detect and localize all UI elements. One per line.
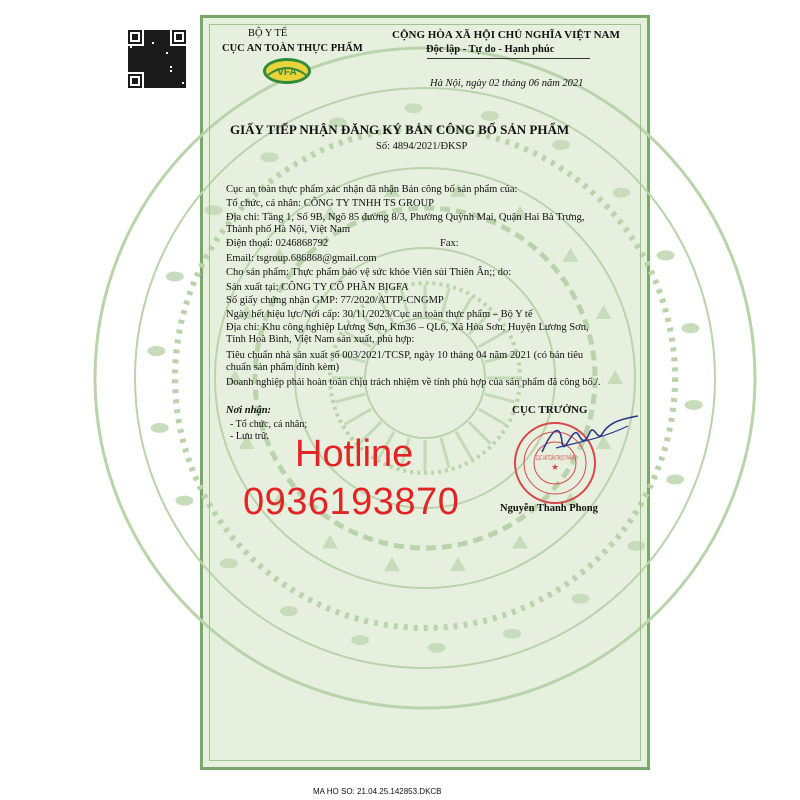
fax-label: Fax: — [440, 238, 459, 249]
department-name: CỤC AN TOÀN THỰC PHẨM — [222, 43, 363, 54]
body-line: Địa chỉ: Tầng 1, Số 9B, Ngõ 85 đường 8/3, Phường Quỳnh Mai, Quận Hai Bà Trưng, — [226, 212, 585, 223]
body-line: Địa chỉ: Khu công nghiệp Lương Sơn, Km36 – QL6, Xã Hòa Sơn, Huyện Lương Sơn, — [226, 322, 589, 333]
motto-underline — [427, 58, 590, 59]
record-code: MA HO SO: 21.04.25.142853.DKCB — [313, 787, 442, 796]
body-line: Doanh nghiệp phải hoàn toàn chịu trách nhiệm về tính phù hợp của sản phẩm đã công bố./. — [226, 377, 601, 388]
body-line: Điện thoại: 0246868792 — [226, 238, 329, 249]
national-motto: Độc lập - Tự do - Hạnh phúc — [426, 44, 555, 55]
recipients-heading: Nơi nhận: — [226, 405, 272, 416]
qr-code — [128, 30, 186, 88]
body-line: Email: tsgroup.686868@gmail.com — [226, 253, 377, 264]
vfa-logo-text: VFA — [277, 67, 297, 78]
body-line: chuẩn sản phẩm đính kèm) — [226, 362, 340, 373]
document-number: Số: 4894/2021/ĐKSP — [376, 141, 468, 152]
issue-date: Hà Nội, ngày 02 tháng 06 năm 2021 — [430, 78, 584, 89]
document-title: GIẤY TIẾP NHẬN ĐĂNG KÝ BẢN CÔNG BỐ SẢN PHẨM — [230, 122, 570, 137]
recipient-item: - Tổ chức, cá nhân; — [230, 419, 308, 430]
svg-text:★: ★ — [550, 462, 560, 472]
body-line: Tổ chức, cá nhân: CÔNG TY TNHH TS GROUP — [226, 198, 434, 209]
body-line: Số giấy chứng nhận GMP: 77/2020/ATTP-CNGMP — [226, 295, 444, 306]
vfa-logo — [262, 57, 312, 85]
signer-name: Nguyễn Thanh Phong — [500, 503, 598, 514]
body-line: Ngày hết hiệu lực/Nơi cấp: 30/11/2023/Cục an toàn thực phẩm – Bộ Y tế — [226, 309, 533, 320]
body-line: Tỉnh Hoà Bình, Việt Nam sản xuất, phù hợp: — [226, 334, 415, 345]
hotline-number: 0936193870 — [243, 481, 460, 523]
body-line: Cục an toàn thực phẩm xác nhận đã nhận Bản công bố sản phẩm của: — [226, 184, 518, 195]
recipient-item: - Lưu trữ. — [230, 431, 269, 442]
body-line: Tiêu chuẩn nhà sản xuất số 003/2021/TCSP, ngày 10 tháng 04 năm 2021 (có bản tiêu — [226, 350, 584, 361]
hotline-label: Hotline — [295, 433, 414, 475]
handwritten-signature — [538, 412, 643, 472]
body-line: Cho sản phẩm: Thực phẩm bảo vệ sức khỏe Viên sủi Thiên Ân;; do: — [226, 267, 512, 278]
signer-title: CỤC TRƯỞNG — [512, 404, 588, 416]
ministry-name: BỘ Y TẾ — [248, 28, 288, 39]
stamp-text: CỤC AN TOÀN THỰC PHẨM — [536, 455, 628, 462]
body-line: Thành phố Hà Nội, Việt Nam — [226, 224, 350, 235]
country-name: CỘNG HÒA XÃ HỘI CHỦ NGHĨA VIỆT NAM — [392, 29, 620, 41]
body-line: Sản xuất tại: CÔNG TY CỔ PHẦN BIGFA — [226, 282, 409, 293]
